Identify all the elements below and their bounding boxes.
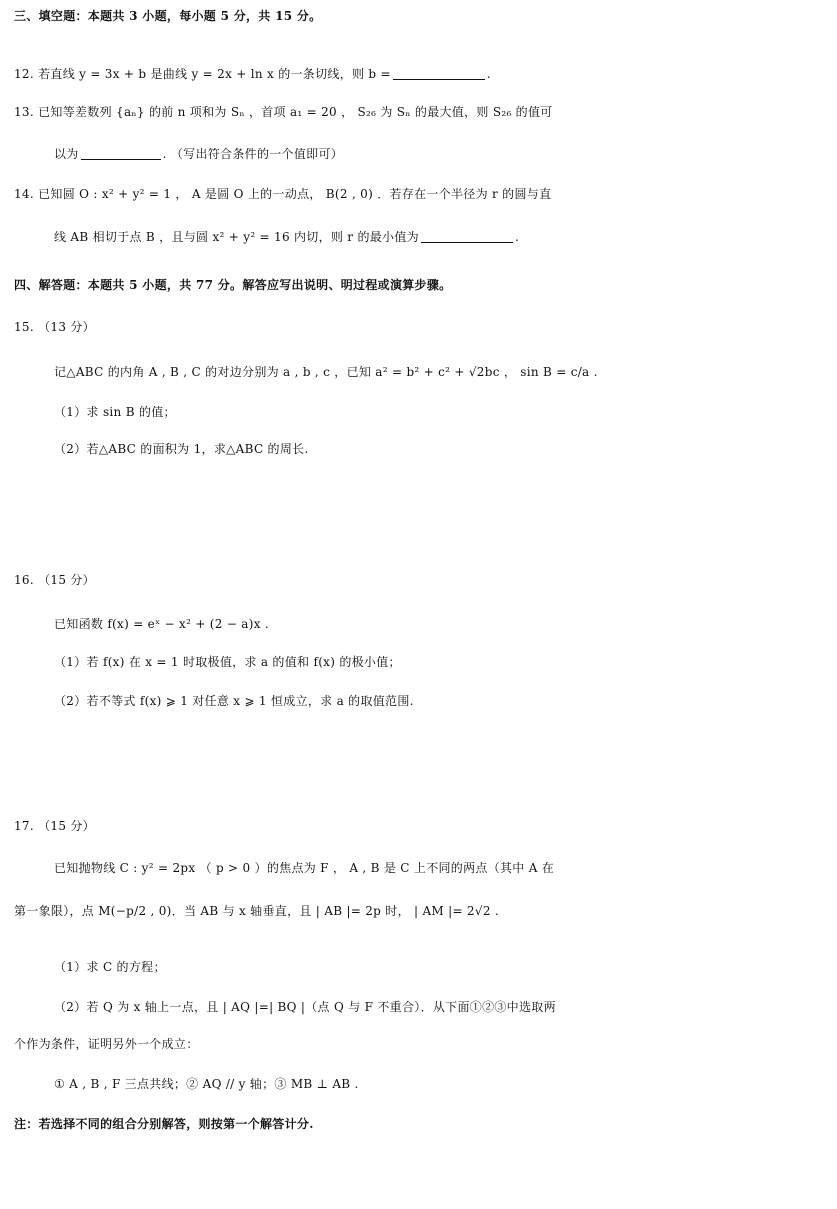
q12-number: 12. [14, 67, 34, 81]
q14-text-1: 已知圆 O : x² + y² = 1 ， A 是圆 O 上的一动点， B(2 , 0) ．若存在一个半径为 r 的圆与直 [38, 187, 552, 201]
q15-part-1: （1）求 sin B 的值； [54, 405, 176, 419]
q13-text-2-end: . （写出符合条件的一个值即可） [162, 147, 344, 161]
q17-stem-1: 已知抛物线 C : y² = 2px （ p > 0 ）的焦点为 F ， A , B 是 C 上不同的两点（其中 A 在 [54, 861, 555, 875]
q13-line-2 [54, 141, 837, 161]
q13-line-1 [14, 105, 837, 119]
answer-section-title: 四、解答题：本题共 5 小题，共 77 分。解答应写出说明、明过程或演算步骤。 [14, 278, 452, 292]
fill-section-title: 三、填空题：本题共 3 小题，每小题 5 分，共 15 分。 [14, 9, 322, 23]
q14-line-1 [14, 187, 837, 201]
q17-options: ① A , B , F 三点共线；② AQ // y 轴；③ MB ⊥ AB . [54, 1077, 359, 1091]
q14-answer-blank [421, 224, 513, 243]
q12-text: 若直线 y = 3x + b 是曲线 y = 2x + ln x 的一条切线，则 b = [38, 67, 391, 81]
q17-part-2-line-2: 个作为条件，证明另外一个成立： [14, 1037, 199, 1051]
q17-part-2-line-1: （2）若 Q 为 x 轴上一点，且 | AQ |=| BQ |（点 Q 与 F 不重合）．从下面①②③中选取两 [54, 1000, 556, 1014]
q16-part-2: （2）若不等式 f(x) ⩾ 1 对任意 x ⩾ 1 恒成立，求 a 的取值范围. [54, 694, 414, 708]
q16-heading: 16. （15 分） [14, 573, 95, 587]
q15-stem: 记△ABC 的内角 A , B , C 的对边分别为 a , b , c ，已知 a² = b² + c² + √2bc ， sin B = c/a . [54, 365, 598, 379]
q13-answer-blank [81, 141, 161, 160]
q14-line-2 [54, 224, 837, 244]
q17-stem-2: 第一象限），点 M(−p/2 , 0)．当 AB 与 x 轴垂直，且 | AB |= 2p 时， | AM |= 2√2 . [14, 904, 499, 918]
q17-heading: 17. （15 分） [14, 819, 95, 833]
q14-text-2-end: . [514, 230, 520, 244]
q13-text-2: 以为 [54, 147, 79, 161]
q12-end: . [486, 67, 491, 81]
q16-part-1: （1）若 f(x) 在 x = 1 时取极值，求 a 的值和 f(x) 的极小值； [54, 655, 401, 669]
q13-number: 13. [14, 105, 34, 119]
q16-stem: 已知函数 f(x) = eˣ − x² + (2 − a)x . [54, 617, 270, 631]
q17-part-1: （1）求 C 的方程； [54, 960, 166, 974]
q15-heading: 15. （13 分） [14, 320, 95, 334]
q14-number: 14. [14, 187, 34, 201]
q17-note: 注：若选择不同的组合分别解答，则按第一个解答计分. [14, 1117, 314, 1131]
q13-text-1: 已知等差数列 {aₙ} 的前 n 项和为 Sₙ ，首项 a₁ = 20 ， S₂₆ 为 Sₙ 的最大值，则 S₂₆ 的值可 [38, 105, 553, 119]
q15-part-2: （2）若△ABC 的面积为 1，求△ABC 的周长. [54, 442, 309, 456]
question-12 [14, 61, 837, 81]
q12-answer-blank [393, 61, 485, 80]
q14-text-2: 线 AB 相切于点 B ，且与圆 x² + y² = 16 内切，则 r 的最小值为 [54, 230, 419, 244]
